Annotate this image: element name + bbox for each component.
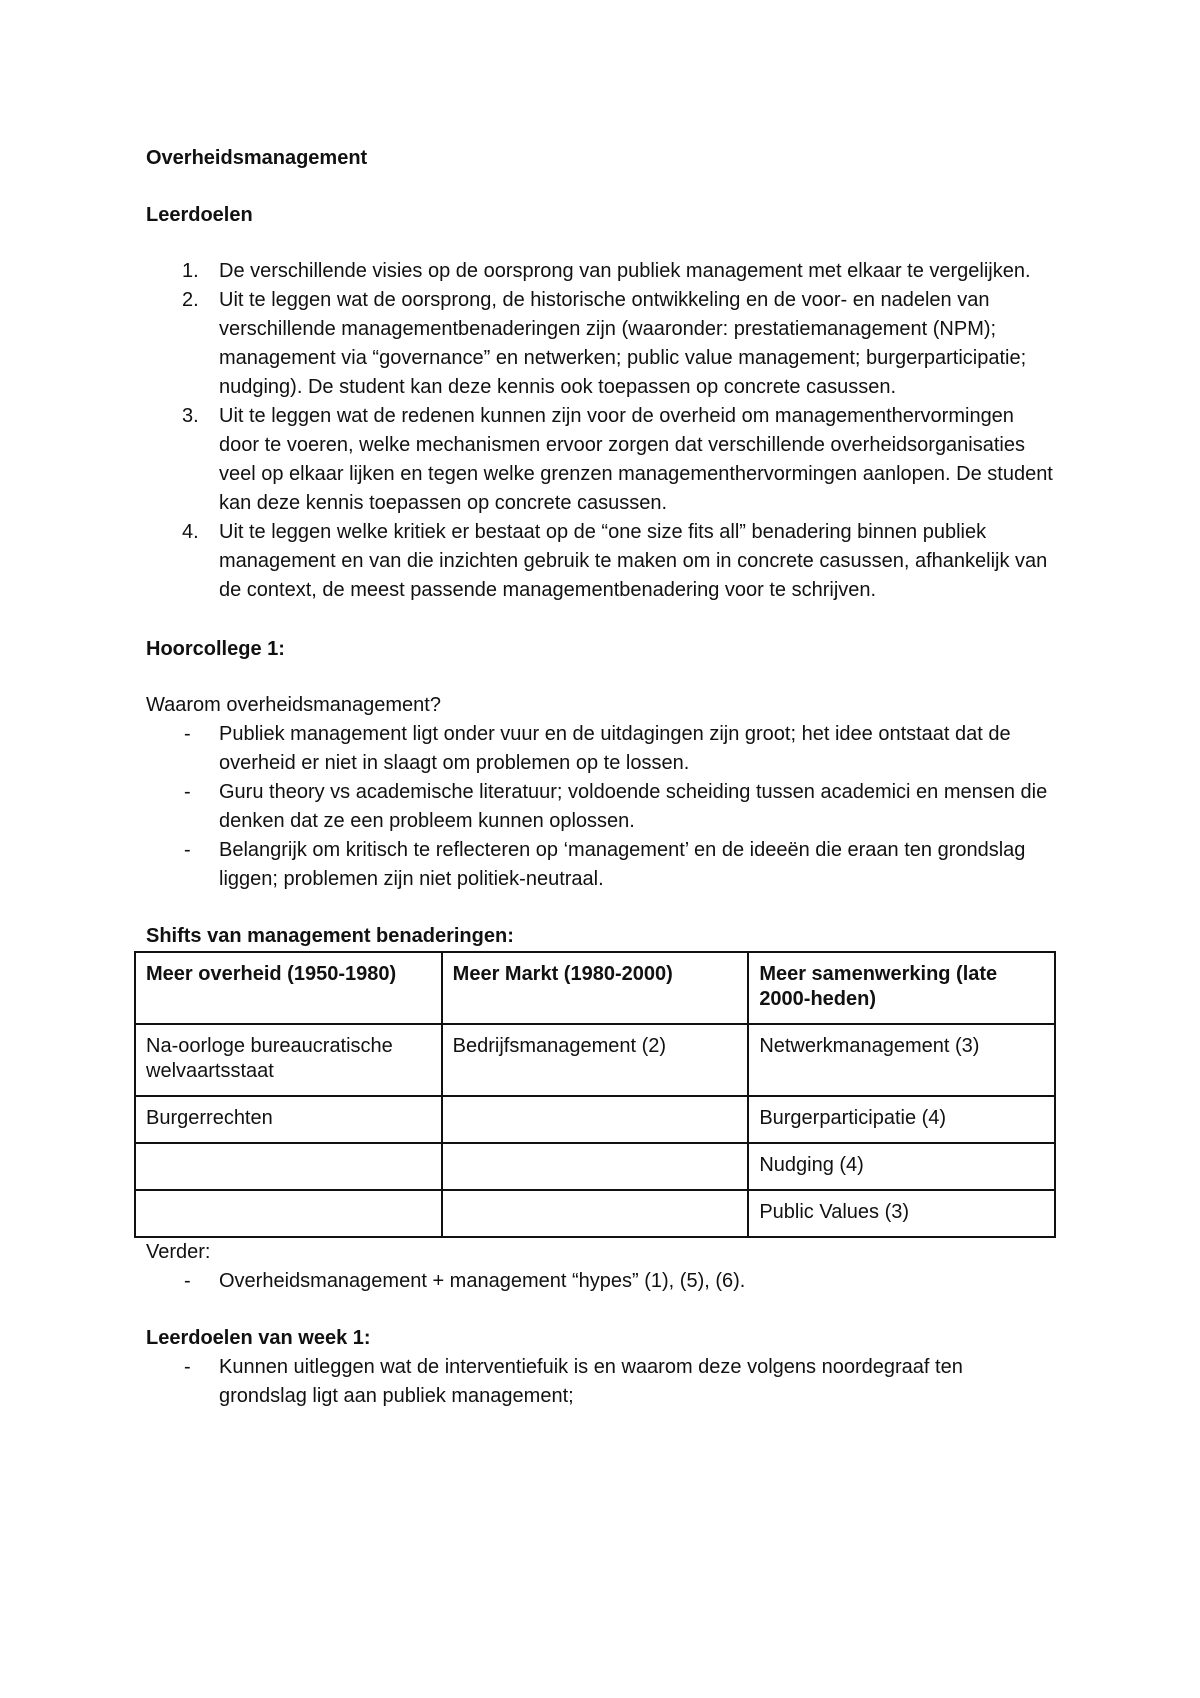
table-cell <box>442 1143 749 1190</box>
table-cell <box>442 1096 749 1143</box>
table-cell: Burgerrechten <box>135 1096 442 1143</box>
table-cell: Bedrijfsmanagement (2) <box>442 1024 749 1096</box>
table-cell <box>135 1143 442 1190</box>
table-cell: Netwerkmanagement (3) <box>748 1024 1055 1096</box>
document-title: Overheidsmanagement <box>146 147 368 169</box>
leerdoelen-heading: Leerdoelen <box>146 204 253 226</box>
table-row <box>135 1096 1055 1143</box>
bullet-dash: - <box>184 781 191 803</box>
table-header-cell: Meer overheid (1950-1980) <box>135 952 442 1024</box>
list-item-text: Overheidsmanagement + management “hypes” (1), (5), (6). <box>219 1270 746 1292</box>
table-cell: Na-oorloge bureaucratische welvaartsstaat <box>135 1024 442 1096</box>
list-item <box>146 1267 1056 1296</box>
table-cell <box>442 1190 749 1237</box>
list-item-text: Uit te leggen wat de redenen kunnen zijn voor de overheid om managementhervormingen door te voeren, welke mechanismen ervoor zorgen dat verschillende overheidsorganisaties veel op elkaar lijken en tegen welke grenzen managementhervormingen aanlopen. De student kan deze kennis toepassen op concrete casussen. <box>219 405 1053 514</box>
shifts-table <box>134 951 1056 1238</box>
bullet-dash: - <box>184 1356 191 1378</box>
week1-bullets <box>146 1353 1056 1411</box>
table-row <box>135 1190 1055 1237</box>
leerdoelen-list <box>146 257 1056 605</box>
list-item <box>146 518 1056 605</box>
table-header-row <box>135 952 1055 1024</box>
week1-heading: Leerdoelen van week 1: <box>146 1327 371 1349</box>
list-item-text: Guru theory vs academische literatuur; voldoende scheiding tussen academici en mensen die denken dat ze een probleem kunnen oplossen. <box>219 781 1048 832</box>
table-cell <box>135 1190 442 1237</box>
document-page <box>146 143 1056 1411</box>
table-cell: Burgerparticipatie (4) <box>748 1096 1055 1143</box>
list-item <box>146 1353 1056 1411</box>
list-item <box>146 720 1056 778</box>
list-number: 1. <box>182 260 199 282</box>
hoorcollege-bullets <box>146 720 1056 894</box>
list-item <box>146 402 1056 518</box>
list-item <box>146 257 1056 286</box>
list-number: 3. <box>182 405 199 427</box>
table-header-cell: Meer samenwerking (late 2000-heden) <box>748 952 1055 1024</box>
list-number: 2. <box>182 289 199 311</box>
list-item <box>146 286 1056 402</box>
table-cell: Public Values (3) <box>748 1190 1055 1237</box>
bullet-dash: - <box>184 839 191 861</box>
list-item-text: Belangrijk om kritisch te reflecteren op ‘management’ en de ideeën die eraan ten grondslag liggen; problemen zijn niet politiek-neutraal. <box>219 839 1026 890</box>
table-row <box>135 1024 1055 1096</box>
list-item-text: Uit te leggen welke kritiek er bestaat op de “one size fits all” benadering binnen publiek management en van die inzichten gebruik te maken om in concrete casussen, afhankelijk van de context, de meest passende managementbenadering voor te schrijven. <box>219 521 1048 601</box>
list-item-text: Publiek management ligt onder vuur en de uitdagingen zijn groot; het idee ontstaat dat de overheid er niet in slaagt om problemen op te lossen. <box>219 723 1011 774</box>
list-item <box>146 778 1056 836</box>
bullet-dash: - <box>184 1270 191 1292</box>
hoorcollege-question: Waarom overheidsmanagement? <box>146 694 441 716</box>
table-cell: Nudging (4) <box>748 1143 1055 1190</box>
table-row <box>135 1143 1055 1190</box>
verder-bullets <box>146 1267 1056 1296</box>
verder-label: Verder: <box>146 1241 211 1263</box>
bullet-dash: - <box>184 723 191 745</box>
table-header-cell: Meer Markt (1980-2000) <box>442 952 749 1024</box>
list-item <box>146 836 1056 894</box>
shifts-heading: Shifts van management benaderingen: <box>146 925 514 947</box>
list-item-text: De verschillende visies op de oorsprong van publiek management met elkaar te vergelijken. <box>219 260 1031 282</box>
list-item-text: Uit te leggen wat de oorsprong, de historische ontwikkeling en de voor- en nadelen van verschillende managementbenaderingen zijn (waaronder: prestatiemanagement (NPM); management via “governance” en netwerken; public value management; burgerparticipatie; nudging). De student kan deze kennis ook toepassen op concrete casussen. <box>219 289 1027 398</box>
hoorcollege-heading: Hoorcollege 1: <box>146 638 285 660</box>
list-number: 4. <box>182 521 199 543</box>
list-item-text: Kunnen uitleggen wat de interventiefuik is en waarom deze volgens noordegraaf ten grondslag ligt aan publiek management; <box>219 1356 963 1407</box>
